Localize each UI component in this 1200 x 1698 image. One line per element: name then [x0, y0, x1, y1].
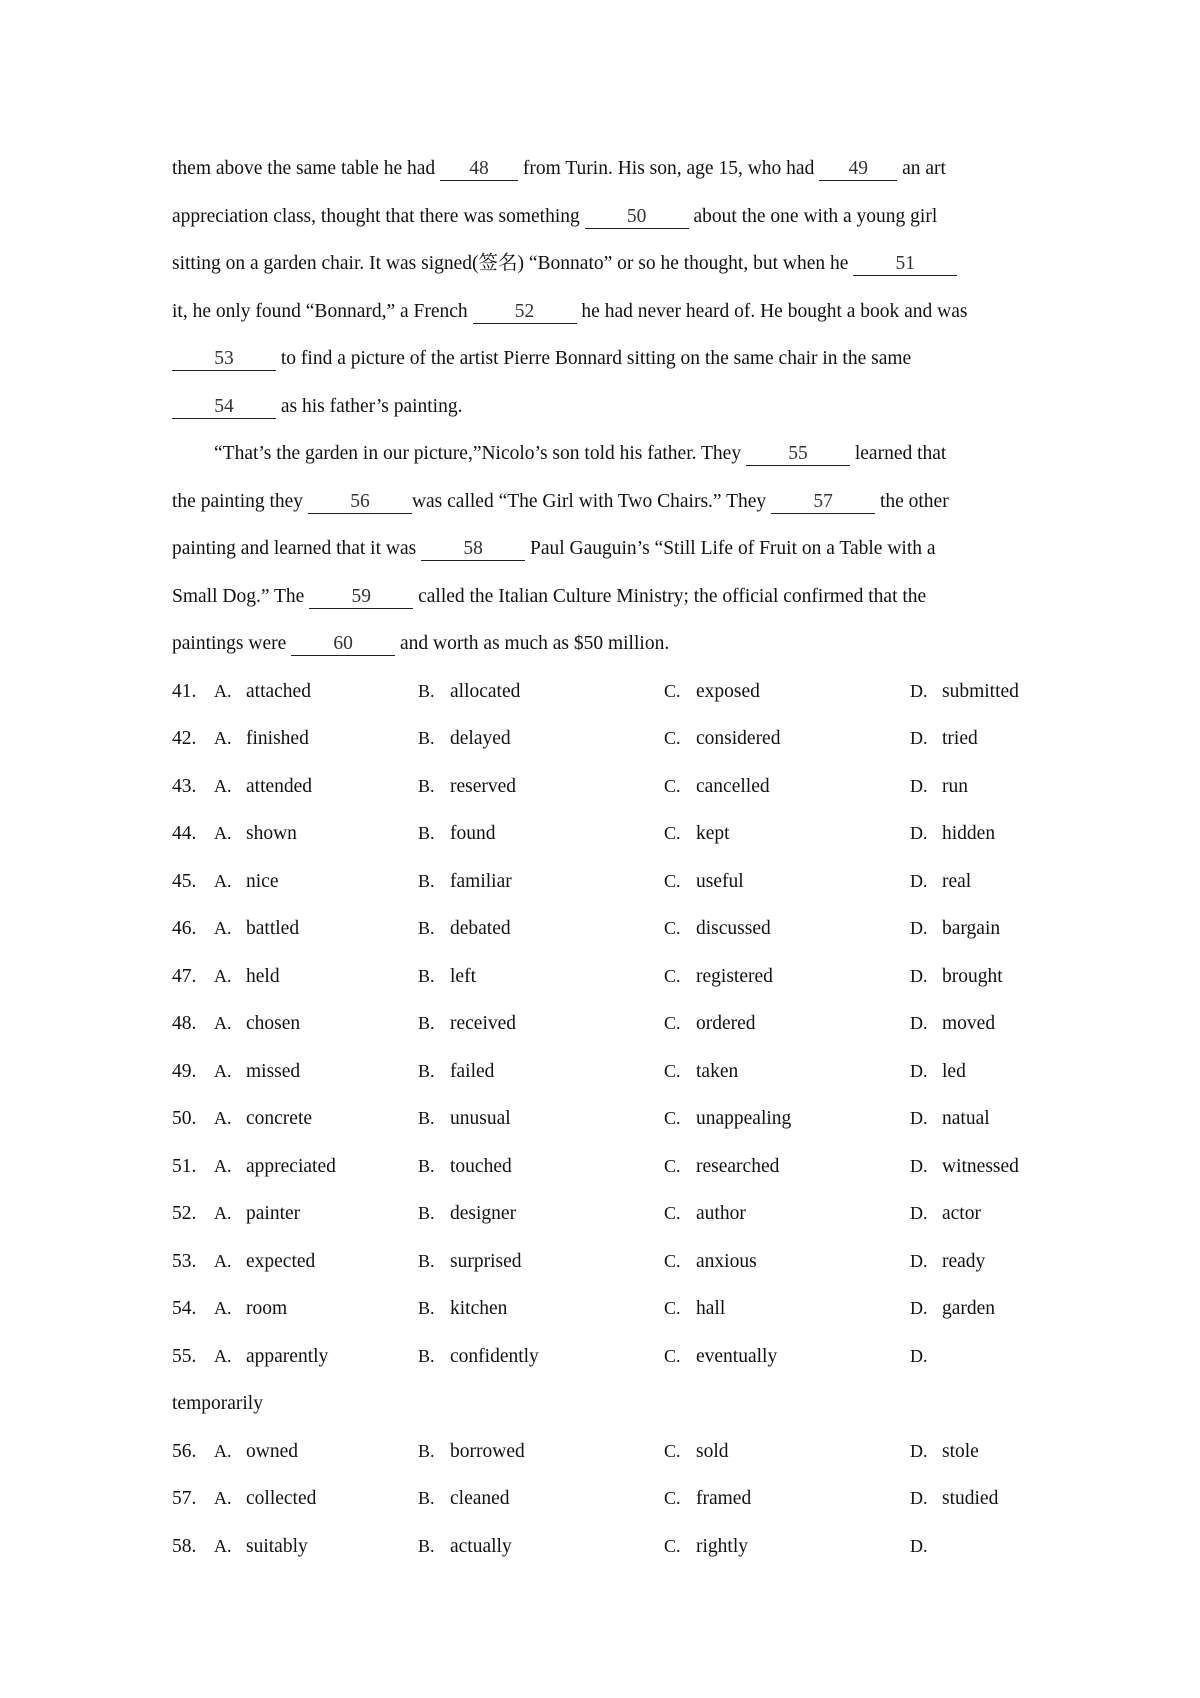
option-a[interactable]: owned [246, 1440, 298, 1462]
option-d[interactable]: witnessed [942, 1155, 1019, 1177]
option-letter: A. [214, 775, 232, 796]
option-letter: B. [418, 1013, 435, 1033]
option-d[interactable]: garden [942, 1298, 996, 1319]
passage-line-2 [172, 193, 1042, 241]
option-a[interactable]: appreciated [246, 1155, 336, 1177]
option-letter: B. [418, 1108, 435, 1128]
document-page [172, 145, 1042, 1570]
blank-59: 59 [309, 586, 413, 609]
option-b[interactable]: actually [450, 1535, 512, 1557]
question-number: 54. [172, 1298, 197, 1319]
option-d[interactable]: led [942, 1060, 966, 1082]
option-b[interactable]: surprised [450, 1250, 522, 1272]
option-letter: B. [418, 728, 435, 748]
option-letter: D. [910, 680, 928, 701]
option-b[interactable]: confidently [450, 1345, 539, 1367]
option-b[interactable]: failed [450, 1060, 495, 1082]
passage-text: as his father’s painting. [276, 395, 463, 417]
option-letter: B. [418, 1535, 435, 1556]
option-letter: A. [214, 728, 232, 748]
question-row [172, 810, 1042, 858]
option-b[interactable]: found [450, 823, 496, 844]
option-d[interactable]: moved [942, 1013, 996, 1034]
question-row [172, 1285, 1042, 1333]
option-b[interactable]: received [450, 1013, 517, 1034]
option-letter: A. [214, 1440, 232, 1461]
option-letter: C. [664, 1013, 681, 1033]
option-letter: A. [214, 1013, 232, 1033]
option-c[interactable]: anxious [696, 1250, 757, 1272]
option-letter: D. [910, 870, 928, 891]
question-row [172, 1238, 1042, 1286]
option-d[interactable]: hidden [942, 823, 996, 844]
option-letter: D. [910, 1488, 928, 1508]
option-b[interactable]: cleaned [450, 1488, 510, 1509]
option-c[interactable]: researched [696, 1155, 780, 1177]
question-row [172, 1475, 1042, 1523]
question-number: 41. [172, 680, 197, 702]
passage-line-9 [172, 525, 1042, 573]
option-c[interactable]: exposed [696, 680, 760, 702]
option-letter: B. [418, 1488, 435, 1508]
passage-line-7 [172, 430, 1042, 478]
question-number: 55. [172, 1345, 197, 1367]
option-d[interactable]: ready [942, 1250, 986, 1272]
blank-58: 58 [421, 538, 525, 561]
option-c[interactable]: sold [696, 1440, 729, 1462]
option-b[interactable]: touched [450, 1155, 512, 1177]
question-number: 51. [172, 1155, 197, 1177]
question-number: 53. [172, 1250, 197, 1272]
question-row [172, 763, 1042, 811]
passage-text: about the one with a young girl [688, 205, 938, 227]
option-letter: D. [910, 1250, 928, 1271]
option-letter: A. [214, 1535, 232, 1556]
passage-text: from Turin. His son, age 15, who had [518, 158, 820, 179]
passage-text: sitting on a garden chair. It was signed(签名) “Bonnato” or so he thought, but when he [172, 253, 854, 274]
option-a[interactable]: expected [246, 1250, 316, 1272]
passage-line-10 [172, 573, 1042, 621]
blank-57: 57 [771, 491, 875, 514]
option-d[interactable]: natual [942, 1108, 990, 1129]
option-letter: C. [664, 1250, 681, 1271]
passage-line-5 [172, 335, 1042, 383]
passage-text: it, he only found “Bonnard,” a French [172, 300, 473, 322]
option-letter: D. [910, 1298, 928, 1318]
option-letter: B. [418, 680, 435, 701]
blank-49: 49 [819, 158, 897, 181]
blank-50: 50 [585, 206, 689, 229]
option-c[interactable]: registered [696, 965, 773, 987]
option-a[interactable]: painter [246, 1203, 301, 1224]
option-letter: B. [418, 823, 435, 843]
question-row [172, 1143, 1042, 1191]
passage-text: the painting they [172, 490, 308, 512]
question-row [172, 715, 1042, 763]
question-number: 49. [172, 1060, 197, 1082]
blank-56: 56 [308, 491, 412, 514]
question-row [172, 1428, 1042, 1476]
blank-51: 51 [853, 253, 957, 276]
passage-text: Paul Gauguin’s “Still Life of Fruit on a Table with a [525, 538, 936, 559]
option-d[interactable]: brought [942, 965, 1003, 987]
option-letter: B. [418, 775, 435, 796]
option-letter: C. [664, 1108, 681, 1128]
option-a[interactable]: finished [246, 728, 309, 749]
option-letter: B. [418, 1060, 435, 1081]
option-c[interactable]: unappealing [696, 1108, 792, 1129]
option-a[interactable]: collected [246, 1488, 317, 1509]
option-letter: D. [910, 823, 928, 843]
option-letter: A. [214, 1108, 232, 1128]
option-letter: C. [664, 918, 681, 938]
option-c[interactable]: ordered [696, 1013, 756, 1034]
passage-text: he had never heard of. He bought a book and was [576, 300, 968, 322]
question-number: 48. [172, 1013, 197, 1034]
option-b[interactable]: familiar [450, 870, 512, 892]
option-b[interactable]: reserved [450, 775, 517, 797]
option-letter: B. [418, 965, 435, 986]
option-letter: C. [664, 1060, 681, 1081]
option-a[interactable]: room [246, 1298, 288, 1319]
option-a[interactable]: chosen [246, 1013, 301, 1034]
option-a[interactable]: attended [246, 775, 313, 797]
passage-text: appreciation class, thought that there was something [172, 205, 585, 227]
option-letter: B. [418, 1250, 435, 1271]
passage-text: was called “The Girl with Two Chairs.” They [411, 490, 772, 512]
option-letter: A. [214, 823, 232, 843]
question-row [172, 1523, 1042, 1571]
option-letter: B. [418, 1345, 435, 1366]
question-row [172, 858, 1042, 906]
option-b[interactable]: unusual [450, 1108, 511, 1129]
option-letter: A. [214, 965, 232, 986]
option-letter: A. [214, 1203, 232, 1223]
option-c[interactable]: rightly [696, 1535, 748, 1557]
option-letter: D. [910, 728, 928, 748]
question-number: 43. [172, 775, 197, 797]
option-a[interactable]: attached [246, 680, 311, 702]
option-letter: B. [418, 870, 435, 891]
option-letter: D. [910, 1203, 928, 1223]
option-b[interactable]: delayed [450, 728, 511, 749]
passage-text: paintings were [172, 633, 292, 654]
question-number: 56. [172, 1440, 197, 1462]
options-list [172, 668, 1042, 1571]
option-c[interactable]: useful [696, 870, 744, 892]
option-letter: A. [214, 1488, 232, 1508]
question-row [172, 953, 1042, 1001]
question-row [172, 668, 1042, 716]
option-letter: D. [910, 1155, 928, 1176]
option-a[interactable]: suitably [246, 1535, 308, 1557]
option-letter: B. [418, 1203, 435, 1223]
passage-text: painting and learned that it was [172, 538, 422, 559]
option-b[interactable]: allocated [450, 680, 521, 702]
option-a[interactable]: held [246, 965, 280, 987]
passage-text: the other [875, 490, 949, 512]
option-c[interactable]: kept [696, 823, 730, 844]
option-letter: C. [664, 728, 681, 748]
passage-text: called the Italian Culture Ministry; the official confirmed that the [413, 585, 927, 607]
option-letter: A. [214, 870, 232, 891]
option-a[interactable]: battled [246, 918, 300, 939]
passage-line-4 [172, 288, 1042, 336]
option-letter: D. [910, 1060, 928, 1081]
option-c[interactable]: eventually [696, 1345, 778, 1367]
option-c[interactable]: author [696, 1203, 746, 1224]
option-letter: C. [664, 680, 681, 701]
question-row [172, 1190, 1042, 1238]
blank-55: 55 [746, 443, 850, 466]
question-number: 46. [172, 918, 197, 939]
option-letter: A. [214, 680, 232, 701]
option-b[interactable]: borrowed [450, 1440, 525, 1462]
option-d[interactable]: run [942, 775, 968, 797]
question-row [172, 1000, 1042, 1048]
question-number: 42. [172, 728, 197, 749]
option-letter: D. [910, 918, 928, 938]
blank-60: 60 [291, 633, 395, 656]
option-a[interactable]: missed [246, 1060, 301, 1082]
option-a[interactable]: apparently [246, 1345, 329, 1367]
option-letter: C. [664, 1345, 681, 1366]
option-letter: A. [214, 1060, 232, 1081]
option-b[interactable]: debated [450, 918, 511, 939]
passage-text: to find a picture of the artist Pierre Bonnard sitting on the same chair in the same [276, 348, 912, 369]
option-d[interactable]: stole [942, 1440, 979, 1462]
passage-line-8 [172, 478, 1042, 526]
option-letter: A. [214, 1155, 232, 1176]
option-letter: C. [664, 1440, 681, 1461]
passage-line-6 [172, 383, 1042, 431]
option-letter: D. [910, 1013, 928, 1033]
option-letter: D. [910, 1535, 928, 1556]
option-letter: A. [214, 1250, 232, 1271]
option-letter: C. [664, 870, 681, 891]
option-letter: A. [214, 1298, 232, 1318]
option-d[interactable]: actor [942, 1203, 981, 1224]
question-row [172, 905, 1042, 953]
option-c[interactable]: framed [696, 1488, 752, 1509]
passage-text: Small Dog.” The [172, 585, 310, 607]
option-c[interactable]: discussed [696, 918, 771, 939]
option-a[interactable]: nice [246, 870, 279, 892]
question-number: 50. [172, 1108, 197, 1129]
passage-line-1 [172, 145, 1042, 193]
option-c[interactable]: taken [696, 1060, 739, 1082]
question-number: 52. [172, 1203, 197, 1224]
passage-text: learned that [849, 443, 947, 464]
blank-54: 54 [172, 396, 276, 419]
option-d-wrapped[interactable]: temporarily [172, 1393, 263, 1414]
option-letter: C. [664, 775, 681, 796]
option-letter: C. [664, 965, 681, 986]
question-row [172, 1095, 1042, 1143]
option-b[interactable]: left [450, 965, 476, 987]
option-b[interactable]: designer [450, 1203, 517, 1224]
passage-line-3 [172, 240, 1042, 288]
question-number: 57. [172, 1488, 197, 1509]
option-letter: B. [418, 918, 435, 938]
option-d[interactable]: tried [942, 728, 978, 749]
question-number: 44. [172, 823, 197, 844]
option-letter: C. [664, 1535, 681, 1556]
option-d[interactable]: studied [942, 1488, 999, 1509]
question-number: 58. [172, 1535, 197, 1557]
option-letter: A. [214, 918, 232, 938]
option-c[interactable]: considered [696, 728, 781, 749]
option-letter: D. [910, 1108, 928, 1128]
option-a[interactable]: concrete [246, 1108, 313, 1129]
passage-line-11 [172, 620, 1042, 668]
option-letter: D. [910, 1345, 928, 1366]
option-letter: C. [664, 1155, 681, 1176]
passage-text: them above the same table he had [172, 158, 441, 179]
blank-53: 53 [172, 348, 276, 371]
option-d[interactable]: submitted [942, 680, 1019, 702]
option-letter: C. [664, 823, 681, 843]
option-a[interactable]: shown [246, 823, 297, 844]
passage-text: an art [897, 158, 946, 179]
option-c[interactable]: hall [696, 1298, 726, 1319]
question-row [172, 1048, 1042, 1096]
blank-52: 52 [473, 301, 577, 324]
option-letter: C. [664, 1298, 681, 1318]
option-b[interactable]: kitchen [450, 1298, 508, 1319]
option-c[interactable]: cancelled [696, 775, 770, 797]
option-letter: D. [910, 775, 928, 796]
option-letter: B. [418, 1155, 435, 1176]
option-letter: B. [418, 1440, 435, 1461]
option-letter: A. [214, 1345, 232, 1366]
option-d[interactable]: bargain [942, 918, 1001, 939]
option-letter: C. [664, 1203, 681, 1223]
passage-text: “That’s the garden in our picture,”Nicolo’s son told his father. They [214, 443, 746, 464]
question-row [172, 1333, 1042, 1381]
option-d[interactable]: real [942, 870, 972, 892]
passage-text: and worth as much as $50 million. [395, 633, 670, 654]
option-letter: D. [910, 965, 928, 986]
question-number: 45. [172, 870, 197, 892]
option-letter: C. [664, 1488, 681, 1508]
option-letter: B. [418, 1298, 435, 1318]
blank-48: 48 [440, 158, 518, 181]
question-number: 47. [172, 965, 197, 987]
option-letter: D. [910, 1440, 928, 1461]
